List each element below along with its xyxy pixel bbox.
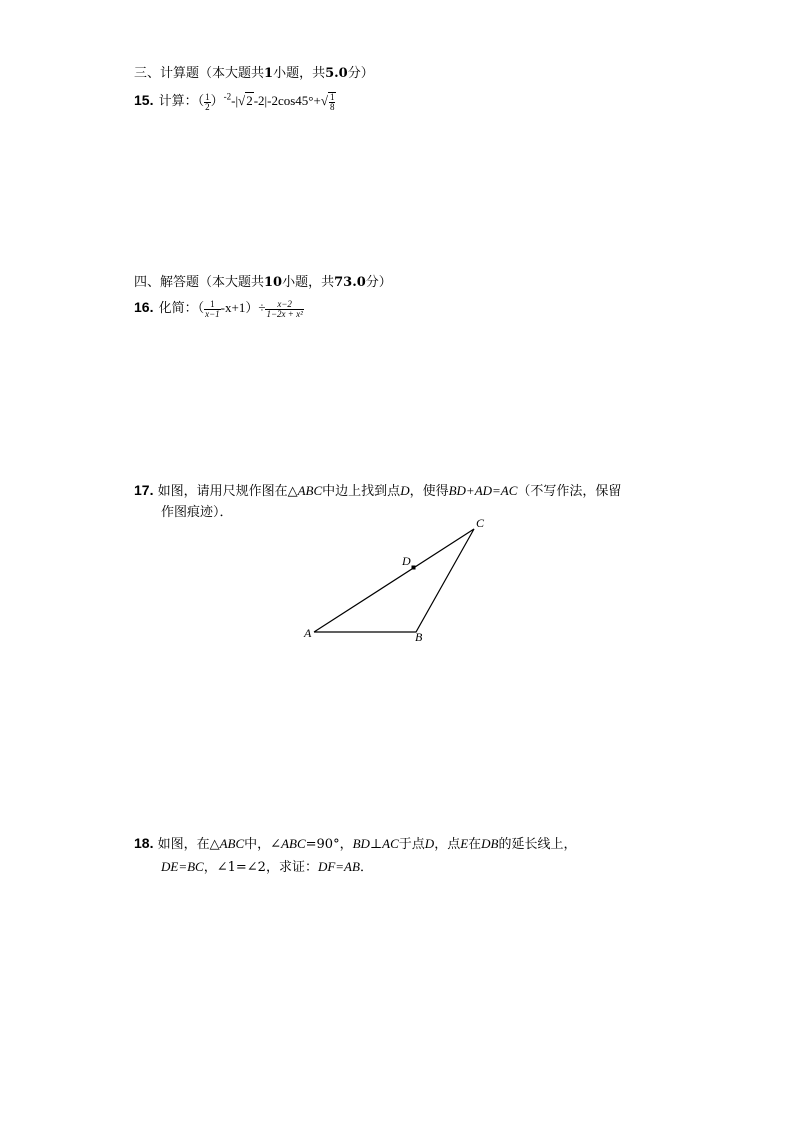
open-paren: （ bbox=[197, 300, 205, 315]
fraction-numerator: 1 bbox=[329, 91, 335, 102]
point-d-marker bbox=[412, 566, 416, 570]
section-3-count: 1 bbox=[264, 66, 274, 81]
section-4-count: 10 bbox=[264, 275, 283, 290]
middle-terms: -x+1）÷ bbox=[220, 300, 266, 315]
q17-text: （不写作法，保留 bbox=[517, 484, 622, 499]
sqrt-fraction bbox=[328, 92, 337, 112]
question-number: 18. bbox=[134, 835, 154, 851]
q17-text: ，使得 bbox=[409, 484, 449, 499]
section-3-prefix: 三、计算题（本大题共 bbox=[134, 66, 265, 81]
fraction-numerator: 1 bbox=[205, 91, 210, 102]
section-3-heading bbox=[134, 62, 374, 81]
q17-text: 如图，请用尺规作图在△ bbox=[157, 484, 298, 499]
q18-text: 于点 bbox=[398, 837, 425, 852]
q18-text: 如图，在△ bbox=[157, 837, 220, 852]
fraction-denominator: 8 bbox=[329, 101, 335, 112]
question-18-line-2 bbox=[161, 856, 373, 875]
q15-expression: （ $\frac{1}{2}$ ）$^{-2}$-|√2-2|-2cos45°+√ $\frac{1}{8}$ bbox=[197, 91, 335, 112]
open-paren: （ bbox=[197, 93, 205, 108]
section-4-heading bbox=[134, 271, 392, 290]
close-paren: ） bbox=[210, 93, 224, 108]
q18-text: ． bbox=[359, 860, 373, 875]
point-name: D bbox=[424, 836, 435, 851]
perpendicular-symbol: ⊥ bbox=[369, 837, 383, 852]
q17-text: 中边上找到点 bbox=[322, 484, 401, 499]
fraction-numerator: 1 bbox=[204, 300, 221, 310]
abs-open: -| bbox=[231, 93, 239, 108]
q18-text: ，点 bbox=[434, 837, 461, 852]
triangle-abc bbox=[314, 529, 474, 632]
question-number: 17. bbox=[134, 482, 154, 498]
segment-name: DB bbox=[481, 836, 499, 851]
label-d: D bbox=[402, 554, 411, 568]
fraction-denominator: 1−2x + x² bbox=[266, 308, 303, 319]
q18-text: ，∠1=∠2，求证： bbox=[203, 860, 318, 875]
section-3-suffix: 分） bbox=[347, 66, 374, 81]
question-label: 化简： bbox=[158, 301, 198, 316]
angle-name: ABC bbox=[281, 836, 306, 851]
question-16 bbox=[134, 297, 304, 319]
section-4-prefix: 四、解答题（本大题共 bbox=[134, 275, 265, 290]
equation: BD+AD=AC bbox=[448, 483, 518, 498]
question-17-line-2 bbox=[161, 501, 233, 520]
section-4-score: 73.0 bbox=[334, 275, 366, 290]
question-17 bbox=[134, 480, 621, 499]
question-number: 15. bbox=[134, 92, 154, 108]
triangle-name: ABC bbox=[297, 483, 323, 498]
question-15 bbox=[134, 90, 336, 112]
q18-text: =90°， bbox=[305, 837, 353, 852]
fraction-denominator: 2 bbox=[205, 101, 210, 112]
fraction-denominator: x−1 bbox=[205, 308, 220, 319]
question-18 bbox=[134, 833, 577, 852]
question-number: 16. bbox=[134, 299, 154, 315]
q16-expression bbox=[197, 298, 304, 319]
section-3-middle: 小题，共 bbox=[273, 66, 326, 81]
q17-text: 作图痕迹）． bbox=[161, 505, 233, 520]
fraction-one-eighth bbox=[329, 93, 336, 112]
fraction-numerator: x−2 bbox=[265, 300, 303, 310]
equation: DE=BC bbox=[161, 859, 204, 874]
label-a: A bbox=[304, 626, 312, 640]
section-4-middle: 小题，共 bbox=[282, 275, 335, 290]
question-label: 计算： bbox=[158, 94, 198, 109]
section-3-score: 5.0 bbox=[325, 66, 348, 81]
label-b: B bbox=[415, 630, 423, 644]
point-name: D bbox=[400, 483, 410, 498]
triangle-name: ABC bbox=[219, 836, 245, 851]
fraction-2 bbox=[265, 300, 303, 319]
segment-name: BD bbox=[352, 836, 370, 851]
q18-text: 的延长线上， bbox=[498, 837, 577, 852]
equation: DF=AB bbox=[317, 859, 360, 874]
abs-close-cos: -2|-2cos45°+ bbox=[253, 93, 321, 108]
sqrt-radicand: 2 bbox=[246, 93, 253, 108]
segment-name: AC bbox=[382, 836, 399, 851]
label-c: C bbox=[476, 516, 485, 530]
q18-text: 在 bbox=[468, 837, 482, 852]
fraction-1 bbox=[204, 300, 221, 319]
point-name: E bbox=[460, 836, 469, 851]
section-4-suffix: 分） bbox=[365, 275, 392, 290]
triangle-figure bbox=[290, 510, 500, 650]
q18-text: 中，∠ bbox=[244, 837, 282, 852]
exponent: -2 bbox=[223, 91, 232, 102]
